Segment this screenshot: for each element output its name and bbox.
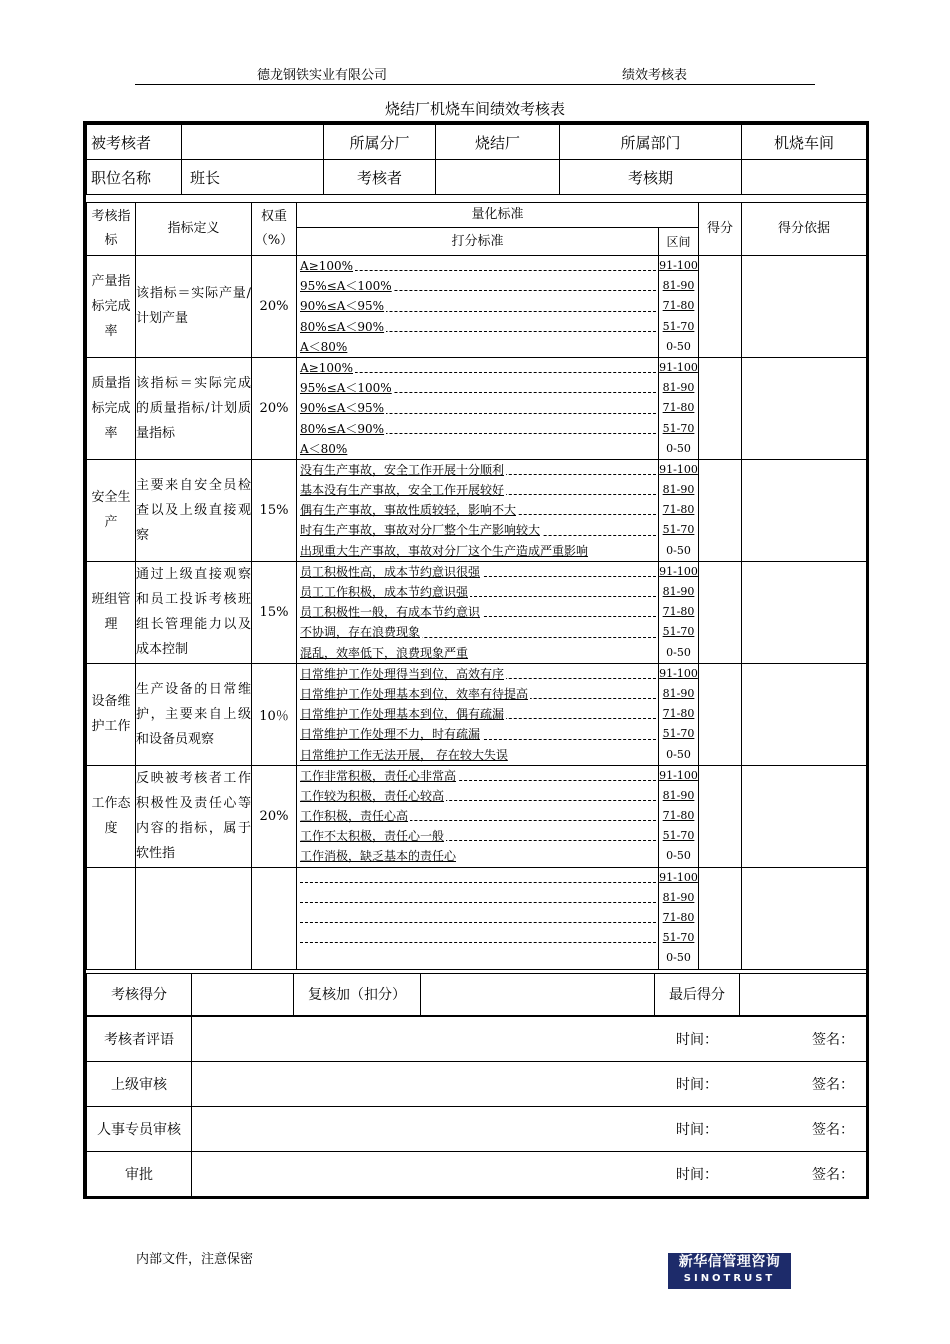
- score-range: 51-70: [662, 319, 695, 333]
- score-range: 81-90: [662, 381, 695, 395]
- score-range: 51-70: [662, 625, 695, 639]
- score-range: 51-70: [662, 523, 695, 537]
- scoring-standard: 基本没有生产事故，安全工作开展较好: [297, 480, 658, 500]
- scoring-standard: 日常维护工作无法开展， 存在较大失误: [300, 747, 508, 762]
- approval-row: [87, 1061, 867, 1106]
- scoring-standard: 工作不太积极，责任心一般: [297, 826, 658, 846]
- basis-cell[interactable]: [742, 765, 867, 867]
- approval-label: 人事专员审核: [87, 1106, 192, 1151]
- indicator-name: 产量指标完成率: [87, 256, 136, 358]
- indicator-table: [86, 202, 867, 970]
- score-range: 51-70: [662, 931, 695, 945]
- scoring-standard: 没有生产事故，安全工作开展十分顺利: [297, 460, 658, 480]
- score-range: 91-100: [659, 259, 698, 272]
- position-field[interactable]: 班长: [182, 160, 324, 195]
- scoring-standard: 90%≤A＜95%: [297, 398, 658, 418]
- approval-sign-label: 签名：: [740, 1106, 867, 1151]
- scoring-standard: 出现重大生产事故，事故对分厂这个生产造成严重影响: [300, 543, 589, 558]
- scoring-standard: 不协调，存在浪费现象: [297, 622, 658, 642]
- scoring-standard: 日常维护工作处理基本到位，偶有疏漏: [297, 704, 658, 724]
- scoring-standard: 80%≤A＜90%: [297, 317, 658, 337]
- scoring-standard: A＜80%: [300, 339, 348, 354]
- scoring-standard: [297, 948, 658, 968]
- position-label: 职位名称: [87, 160, 182, 195]
- indicator-weight: 20%: [252, 256, 297, 358]
- indicator-row: [87, 459, 867, 561]
- indicator-weight: 20%: [252, 357, 297, 459]
- score-range: 81-90: [662, 279, 695, 293]
- indicator-definition: 主要来自安全员检查以及上级直接观察: [136, 459, 252, 561]
- score-range: 0-50: [666, 543, 691, 557]
- scoring-standard: A≥100%: [297, 256, 658, 276]
- score-cell[interactable]: [699, 256, 742, 358]
- approval-label: 考核者评语: [87, 1016, 192, 1061]
- indicator-definition: 反映被考核者工作积极性及责任心等内容的指标，属于软性指: [136, 765, 252, 867]
- approval-label: 上级审核: [87, 1061, 192, 1106]
- indicator-definition: 通过上级直接观察和员工投诉考核班组长管理能力以及成本控制: [136, 561, 252, 663]
- indicator-definition: 生产设备的日常维护，主要来自上级和设备员观察: [136, 663, 252, 765]
- col-definition: 指标定义: [136, 203, 252, 256]
- logo-en: SINOTRUST: [683, 1273, 776, 1284]
- scoring-standard: 工作消极，缺乏基本的责任心: [300, 849, 457, 864]
- scoring-standard: 日常维护工作处理不力，时有疏漏: [297, 724, 658, 744]
- scoring-standard: A≥100%: [297, 358, 658, 378]
- score-cell[interactable]: [699, 459, 742, 561]
- doc-type: 绩效考核表: [622, 68, 688, 83]
- approval-row: [87, 1106, 867, 1151]
- scoring-standard: 时有生产事故，事故对分厂整个生产影响较大: [297, 520, 658, 540]
- basis-cell[interactable]: [742, 663, 867, 765]
- indicator-name: 质量指标完成率: [87, 357, 136, 459]
- scoring-standard: [297, 888, 658, 908]
- approval-time-label: 时间：: [655, 1151, 740, 1196]
- period-label: 考核期: [560, 160, 742, 195]
- info-table: [86, 124, 867, 195]
- scoring-standard: 工作较为积极，责任心较高: [297, 786, 658, 806]
- indicator-name: [87, 867, 136, 969]
- score-range: 91-100: [659, 360, 698, 374]
- score-range: 91-100: [659, 666, 698, 680]
- approval-time-label: 时间：: [655, 1016, 740, 1061]
- col-score: 得分: [699, 203, 742, 256]
- logo-cn: 新华信管理咨询: [678, 1254, 781, 1270]
- score-range: 71-80: [662, 299, 695, 313]
- indicator-row: [87, 663, 867, 765]
- basis-cell[interactable]: [742, 256, 867, 358]
- score-range: 0-50: [666, 339, 691, 353]
- indicator-weight: 15%: [252, 459, 297, 561]
- score-range: 81-90: [662, 585, 695, 598]
- score-range: 0-50: [666, 441, 691, 455]
- scoring-standard: 95%≤A＜100%: [297, 276, 658, 296]
- examinee-label: 被考核者: [87, 125, 182, 160]
- score-cell[interactable]: [699, 765, 742, 867]
- scoring-standard: 员工积极性一般，有成本节约意识: [297, 602, 658, 622]
- scoring-standard: 工作非常积极，责任心非常高: [297, 766, 658, 786]
- approval-comment-field[interactable]: [192, 1151, 655, 1196]
- score-range: 0-50: [666, 849, 691, 863]
- dept-field[interactable]: 机烧车间: [742, 125, 867, 160]
- scoring-standard: [297, 868, 658, 888]
- period-field[interactable]: [742, 160, 867, 195]
- score-range: 71-80: [662, 605, 695, 619]
- scoring-standard: 员工工作积极，成本节约意识强: [297, 582, 658, 602]
- indicator-row: [87, 867, 867, 969]
- final-field[interactable]: [740, 973, 867, 1015]
- basis-cell[interactable]: [742, 357, 867, 459]
- approval-comment-field[interactable]: [192, 1106, 655, 1151]
- scoring-standard: 80%≤A＜90%: [297, 419, 658, 439]
- scoring-standard: [297, 908, 658, 928]
- indicator-name: 工作态度: [87, 765, 136, 867]
- col-indicator: 考核指标: [87, 203, 136, 256]
- summary-table: [86, 973, 867, 1016]
- indicator-definition: [136, 867, 252, 969]
- score-range: 91-100: [659, 564, 698, 578]
- header-rule: [135, 84, 815, 85]
- indicator-row: [87, 256, 867, 358]
- indicator-weight: 10％: [252, 663, 297, 765]
- score-range: 71-80: [662, 503, 695, 517]
- indicator-definition: 该指标＝实际产量/计划产量: [136, 256, 252, 358]
- approval-row: [87, 1151, 867, 1196]
- approval-label: 审批: [87, 1151, 192, 1196]
- col-weight: 权重（%）: [252, 203, 297, 256]
- approval-row: [87, 1016, 867, 1061]
- indicator-name: 班组管理: [87, 561, 136, 663]
- final-label: 最后得分: [655, 973, 740, 1015]
- score-range: 0-50: [666, 747, 691, 761]
- scoring-standard: 90%≤A＜95%: [297, 296, 658, 316]
- approval-sign-label: 签名：: [740, 1061, 867, 1106]
- score-range: 51-70: [662, 421, 695, 435]
- score-range: 81-90: [662, 686, 695, 700]
- indicator-definition: 该指标＝实际完成的质量指标/计划质量指标: [136, 357, 252, 459]
- scoring-standard: 偶有生产事故，事故性质较轻，影响不大: [297, 500, 658, 520]
- recheck-field[interactable]: [421, 973, 655, 1015]
- score-range: 71-80: [662, 911, 695, 924]
- recheck-label: 复核加（扣分）: [294, 973, 421, 1015]
- indicator-row: [87, 561, 867, 663]
- indicator-name: 设备维护工作: [87, 663, 136, 765]
- basis-cell[interactable]: [742, 459, 867, 561]
- score-cell[interactable]: [699, 561, 742, 663]
- approval-sign-label: 签名：: [740, 1016, 867, 1061]
- indicator-name: 安全生产: [87, 459, 136, 561]
- score-range: 91-100: [659, 462, 698, 476]
- company-logo: [668, 1253, 791, 1289]
- score-range: 71-80: [662, 809, 695, 823]
- col-scoring: 打分标准: [297, 228, 659, 256]
- indicator-row: [87, 357, 867, 459]
- score-cell[interactable]: [699, 867, 742, 969]
- indicator-weight: [252, 867, 297, 969]
- score-range: 81-90: [662, 788, 695, 802]
- score-cell[interactable]: [699, 663, 742, 765]
- basis-cell[interactable]: [742, 561, 867, 663]
- branch-field[interactable]: 烧结厂: [436, 125, 560, 160]
- examinee-field[interactable]: [182, 125, 324, 160]
- indicator-weight: 15%: [252, 561, 297, 663]
- col-basis: 得分依据: [742, 203, 867, 256]
- col-range: 区间: [659, 228, 699, 256]
- score-range: 71-80: [662, 707, 695, 721]
- evaluation-form: [83, 121, 869, 1199]
- scoring-standard: A＜80%: [300, 441, 348, 456]
- scoring-standard: 员工积极性高，成本节约意识很强: [297, 562, 658, 582]
- score-field[interactable]: [192, 973, 294, 1015]
- scoring-standard: 日常维护工作处理基本到位，效率有待提高: [297, 684, 658, 704]
- score-range: 0-50: [666, 951, 691, 965]
- score-range: 0-50: [666, 645, 691, 659]
- approval-sign-label: 签名：: [740, 1151, 867, 1196]
- company-name: 德龙钢铁实业有限公司: [257, 68, 388, 83]
- score-range: 91-100: [659, 870, 698, 884]
- col-quant: 量化标准: [297, 203, 699, 228]
- scoring-standard: [297, 928, 658, 948]
- branch-label: 所属分厂: [324, 125, 436, 160]
- approval-table: [86, 1016, 867, 1197]
- scoring-standard: 95%≤A＜100%: [297, 378, 658, 398]
- indicator-row: [87, 765, 867, 867]
- examiner-field[interactable]: [436, 160, 560, 195]
- scoring-standard: 日常维护工作处理得当到位，高效有序: [297, 664, 658, 684]
- score-range: 71-80: [662, 401, 695, 415]
- approval-time-label: 时间：: [655, 1061, 740, 1106]
- approval-time-label: 时间：: [655, 1106, 740, 1151]
- scoring-standard: 混乱，效率低下，浪费现象严重: [300, 645, 469, 660]
- score-range: 51-70: [662, 829, 695, 843]
- score-range: 91-100: [659, 768, 698, 782]
- page-title: 烧结厂机烧车间绩效考核表: [384, 100, 565, 118]
- approval-comment-field[interactable]: [192, 1061, 655, 1106]
- scoring-standard: 工作积极，责任心高: [297, 806, 658, 826]
- score-range: 51-70: [662, 727, 695, 741]
- score-label: 考核得分: [87, 973, 192, 1015]
- score-cell[interactable]: [699, 357, 742, 459]
- basis-cell[interactable]: [742, 867, 867, 969]
- examiner-label: 考核者: [324, 160, 436, 195]
- dept-label: 所属部门: [560, 125, 742, 160]
- approval-comment-field[interactable]: [192, 1016, 655, 1061]
- score-range: 81-90: [662, 483, 695, 497]
- score-range: 81-90: [662, 890, 695, 904]
- confidential-note: 内部文件，注意保密: [136, 1252, 254, 1267]
- indicator-weight: 20%: [252, 765, 297, 867]
